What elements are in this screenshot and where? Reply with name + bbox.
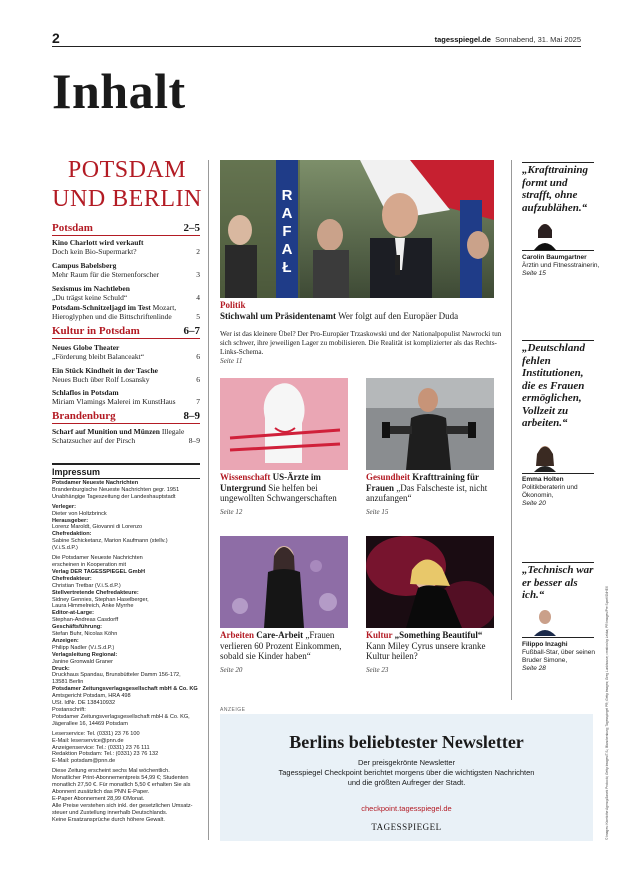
publication-name: tagesspiegel.de: [434, 35, 491, 44]
impressum-line: Philipp Nadler (V.i.S.d.P.): [52, 644, 115, 651]
impressum-line: Anzeigen:: [52, 637, 79, 644]
lead-photo[interactable]: [220, 160, 494, 298]
culture-photo[interactable]: [366, 536, 494, 628]
impressum-line: Druckhaus Spandau, Brunsbütteler Damm 156-172,: [52, 672, 181, 679]
impressum-line: Verlag DER TAGESSPIEGEL GmbH: [52, 568, 146, 575]
impressum-line: Potsdamer Zeitungsverlagsgesellschaft mbH & Co. KG,: [52, 713, 190, 720]
toc-item[interactable]: Schlaflos in Potsdam Miriam Vlamings Malerei im KunstHaus 7: [52, 388, 200, 406]
impressum-line: USt. IdNr. DE 138410932: [52, 700, 116, 707]
impressum-line: Keine Ersatzansprüche durch höhere Gewalt.: [52, 816, 165, 823]
photo-credits-text: © Images: Kineticthe Agency/Janek Prokocki; Getty Images/T.S.; Blanchenburg; Tagesspiegel PR; Getty Images; Greg Lunkhouse; creation by Lekka; PR Images/Pre Sport/SNHEX: [605, 585, 609, 840]
impressum-line: E-Paper Abonnement 28,99 €/Monat.: [52, 795, 145, 802]
impressum-text: [52, 480, 202, 824]
impressum-line: Jägerallee 16, 14469 Potsdam: [52, 720, 128, 727]
impressum-line: Herausgeber:: [52, 517, 89, 524]
fitness-photo-image: [366, 378, 494, 470]
impressum-line: Potsdamer Zeitungsverlagsgesellschaft mbH & Co. KG: [52, 686, 198, 693]
quote-author: Filippo Inzaghi Fußball-Star, über seinen Bruder Simone, Seite 28: [522, 641, 595, 672]
lead-photo-image: [220, 160, 494, 298]
quote-author: Carolin Baumgartner Ärztin und Fitnesstrainerin, Seite 15: [522, 254, 600, 277]
impressum-line: Die Potsdamer Neueste Nachrichten: [52, 555, 143, 562]
work-photo-image: [220, 536, 348, 628]
photo-credits: [600, 540, 612, 840]
header-rule: [52, 46, 581, 47]
impressum-line: Janine Gronwald Graner: [52, 658, 113, 665]
avatar: [528, 220, 562, 250]
toc-item[interactable]: Kino Charlott wird verkauft Doch kein Bio-Supermarkt? 2: [52, 238, 200, 256]
impressum-line: Lorenz Maroldt, Giovanni di Lorenzo: [52, 524, 143, 531]
impressum-line: E-Mail: potsdam@pnn.de: [52, 758, 116, 765]
toc-item[interactable]: Potsdam-Schnitzeljagd im Test Mozart, Hieroglyphen und die Bittschriftenlinde 5: [52, 303, 200, 321]
avatar: [528, 606, 562, 636]
story-work[interactable]: Arbeiten Care-Arbeit „Frauen verlieren 60 Prozent Einkommen, sobald sie Kinder haben“ Seite 20: [220, 630, 342, 674]
lead-teaser: Wer ist das kleinere Übel? Der Pro-Europäer Trzaskowski und der Nationalpopulist Nawrocki tun sich schwer, ihre jeweiligen Lager zu mobilisieren. Die Realität ist komplizierter als das Rechts-Links-Schema. Seite 11: [220, 330, 502, 365]
lead-story[interactable]: Politik Stichwahl um Präsidentenamt Wer folgt auf den Europäer Duda: [220, 300, 459, 321]
toc-section-brandenburg[interactable]: Brandenburg 8–9: [52, 410, 200, 422]
section-title-line2: UND BERLIN: [52, 186, 202, 212]
science-photo[interactable]: [220, 378, 348, 470]
story-health[interactable]: Gesundheit Krafttraining für Frauen „Das Falscheste ist, nicht anzufangen“ Seite 15: [366, 472, 488, 516]
banner-letters: R A F A Ł: [281, 187, 293, 276]
quote-text: „Technisch war er besser als ich.“: [522, 564, 594, 601]
impressum-line: Brandenburgische Neueste Nachrichten gegr. 1951: [52, 486, 180, 493]
ad-link[interactable]: checkpoint.tagesspiegel.de: [361, 804, 452, 813]
section-title-line1: POTSDAM: [67, 157, 187, 183]
impressum-line: E-Mail: leserservice@pnn.de: [52, 737, 124, 744]
ad-body: Der preisgekrönte Newsletter Tagesspiegel Checkpoint berichtet morgens über die wichtigsten Nachrichten und die größten Aufreger der Stadt.: [278, 758, 535, 787]
impressum-line: Chefredakteur:: [52, 575, 92, 582]
impressum-line: steuer und Zustellung innerhalb Deutschlands.: [52, 809, 168, 816]
work-photo[interactable]: [220, 536, 348, 628]
quote-rule: [522, 562, 594, 563]
impressum-line: (V.i.S.d.P.): [52, 545, 78, 552]
column-divider: [511, 160, 512, 700]
toc-section-kultur[interactable]: Kultur in Potsdam 6–7: [52, 325, 200, 337]
impressum-line: erscheinen in Kooperation mit: [52, 561, 127, 568]
impressum-line: Leserservice: Tel. (0331) 23 76 100: [52, 730, 140, 737]
header-meta: [435, 35, 581, 44]
impressum-line: Abonnent zusätzlich das PNN E-Paper.: [52, 788, 150, 795]
column-divider: [208, 160, 209, 840]
impressum-line: monatlich 27,50 €. Für monatlich 5,50 € erhalten Sie als: [52, 782, 191, 789]
toc-item[interactable]: Neues Globe Theater „Förderung bleibt Balanceakt“ 6: [52, 343, 200, 361]
impressum-line: Monatlicher Print-Abonnementpreis 54,99 €; Studenten: [52, 775, 189, 782]
quote-text: „Deutschland fehlen Institutionen, die es Frauen ermöglichen, Vollzeit zu arbeiten.“: [522, 342, 585, 429]
section-title: [52, 156, 202, 214]
impressum-line: Geschäftsführung:: [52, 624, 103, 631]
culture-photo-image: [366, 536, 494, 628]
impressum-line: Unabhängige Tageszeitung der Landeshauptstadt: [52, 493, 176, 500]
impressum-line: 13581 Berlin: [52, 679, 84, 686]
quote-rule: [522, 473, 594, 474]
impressum-line: Anzeigenservice: Tel.: (0331) 23 76 111: [52, 744, 150, 751]
ad-label: ANZEIGE: [220, 707, 246, 713]
toc-section-potsdam[interactable]: Potsdam 2–5: [52, 222, 200, 234]
impressum-line: Druck:: [52, 665, 70, 672]
impressum-heading: Impressum: [52, 463, 200, 479]
impressum-line: Sidney Gennies, Stephan Haselberger,: [52, 596, 149, 603]
impressum-line: Verlagsleitung Regional:: [52, 651, 118, 658]
quote-rule: [522, 162, 594, 163]
impressum-line: Chefredaktion:: [52, 531, 92, 538]
quote-rule: [522, 637, 594, 638]
impressum-line: Stefan Buhr, Nicolas Köhn: [52, 631, 118, 638]
quote-rule: [522, 340, 594, 341]
issue-date: Sonnabend, 31. Mai 2025: [495, 35, 581, 44]
quote-author: Emma Holten Politikberaterin und Ökonomin, Seite 20: [522, 476, 578, 507]
impressum-line: Amtsgericht Potsdam, HRA 498: [52, 693, 131, 700]
impressum-line: Verleger:: [52, 503, 76, 510]
impressum-line: Stephan-Andreas Casdorff: [52, 617, 119, 624]
impressum-line: Alle Preise verstehen sich inkl. der gesetzlichen Umsatz-: [52, 802, 193, 809]
story-science[interactable]: Wissenschaft US-Ärzte im Untergrund Sie helfen bei ungewollten Schwangerschaften Seite 12: [220, 472, 337, 516]
impressum-line: Potsdamer Neueste Nachrichten: [52, 480, 139, 486]
impressum-line: Postanschrift:: [52, 707, 86, 713]
page-title: Inhalt: [52, 63, 186, 119]
toc-item[interactable]: Ein Stück Kindheit in der Tasche Neues Buch über Rolf Losansky 6: [52, 366, 200, 384]
quote-text: „Krafttraining formt und strafft, ohne aufzublähen.“: [522, 164, 589, 214]
impressum-line: Diese Zeitung erscheint sechs Mal wöchentlich.: [52, 768, 170, 775]
science-photo-image: [220, 378, 348, 470]
toc-item[interactable]: Campus Babelsberg Mehr Raum für die Sternenforscher 3: [52, 261, 200, 279]
impressum-line: Sabine Schicketanz, Marion Kaufmann (stellv.): [52, 538, 168, 545]
impressum-line: Editor-at-Large:: [52, 610, 94, 617]
impressum-line: Laura Himmelreich, Anke Myrrhe: [52, 603, 134, 610]
impressum-line: Dieter von Holtzbrinck: [52, 510, 107, 517]
toc-item[interactable]: Sexismus im Nachtleben „Du trägst keine Schuld“ 4: [52, 284, 200, 302]
page-number: 2: [52, 30, 60, 46]
impressum-line: Stellvertretende Chefredakteure:: [52, 589, 139, 596]
story-culture[interactable]: Kultur „Something Beautiful“ Kann Miley Cyrus unsere kranke Kultur heilen? Seite 23: [366, 630, 486, 674]
impressum-line: Redaktion Potsdam: Tel.: (0331) 23 76 132: [52, 751, 159, 758]
ad-title: Berlins beliebtester Newsletter: [289, 732, 524, 752]
avatar: [528, 442, 562, 472]
fitness-photo[interactable]: [366, 378, 494, 470]
impressum-line: Christian Tretbar (V.i.S.d.P.): [52, 582, 121, 589]
toc-item[interactable]: Scharf auf Munition und Münzen Illegale Schatzsucher auf der Pirsch 8–9: [52, 427, 200, 445]
quote-rule: [522, 250, 594, 251]
ad-brand: TAGESSPIEGEL: [371, 822, 442, 832]
